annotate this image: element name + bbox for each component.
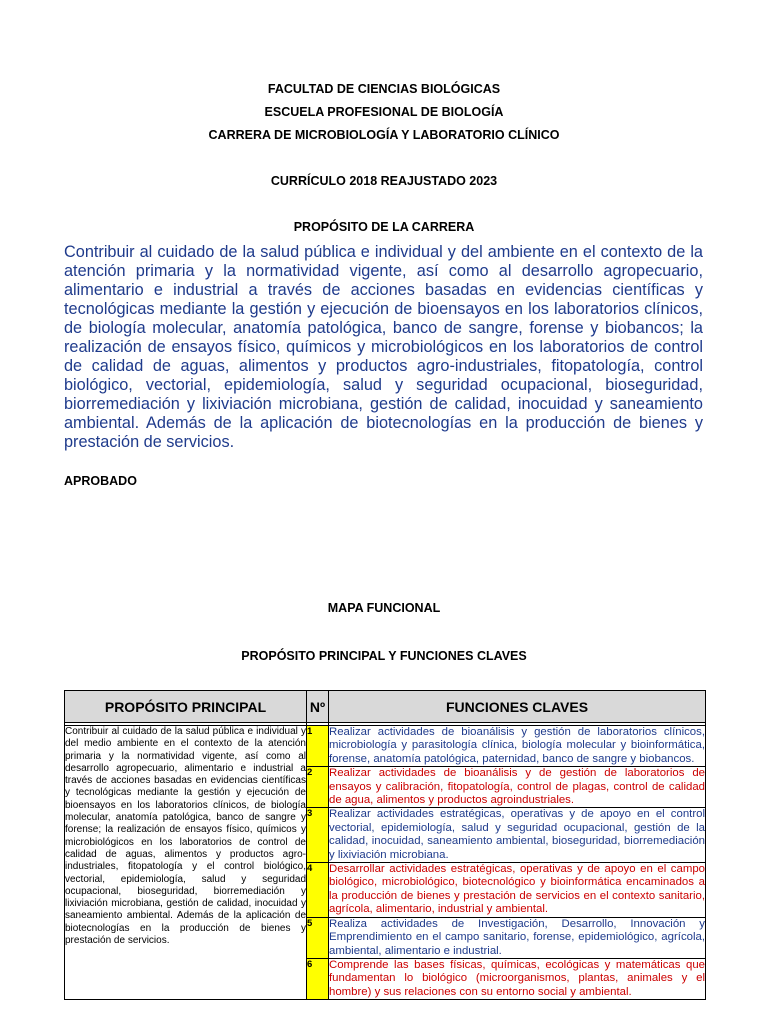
function-text: Desarrollar actividades estratégicas, operativas y de apoyo en el campo biológico, microbiológico, biotecnológico y bioinformática encaminados a la producción de bienes y prestación de servicios en el contexto sanitario, agrícola, alimentario, industrial y ambiental. bbox=[329, 863, 705, 916]
functional-map-subtitle: PROPÓSITO PRINCIPAL Y FUNCIONES CLAVES bbox=[241, 649, 527, 663]
function-text: Realizar actividades de bioanálisis y gestión de laboratorios clínicos, microbiología y parasitología clínica, biología molecular y bioinformática, forense, anatomía patológica, paternidad, banco de sangre y biobancos. bbox=[329, 726, 705, 765]
function-text: Realiza actividades de Investigación, Desarrollo, Innovación y Emprendimiento en el campo sanitario, forense, epidemiológico, agrícola, ambiental, alimentario e industrial. bbox=[329, 917, 705, 957]
function-text: Comprende las bases físicas, químicas, ecológicas y matemáticas que fundamentan lo biológico (microorganismos, plantas, animales y el hombre) y sus relaciones con su entorno social y ambiental. bbox=[329, 958, 705, 998]
key-functions-header: FUNCIONES CLAVES bbox=[329, 691, 706, 723]
function-number: 6 bbox=[307, 958, 329, 999]
school-title: ESCUELA PROFESIONAL DE BIOLOGÍA bbox=[264, 105, 504, 119]
table-header-row bbox=[65, 691, 706, 723]
career-title: CARRERA DE MICROBIOLOGÍA Y LABORATORIO CLÍNICO bbox=[208, 128, 560, 142]
function-number: 5 bbox=[307, 917, 329, 958]
main-purpose-header: PROPÓSITO PRINCIPAL bbox=[65, 691, 307, 723]
purpose-heading: PROPÓSITO DE LA CARRERA bbox=[293, 220, 475, 234]
curriculum-title: CURRÍCULO 2018 REAJUSTADO 2023 bbox=[270, 174, 498, 188]
function-number: 2 bbox=[307, 767, 329, 808]
main-purpose-cell: Contribuir al cuidado de la salud pública e individual y del medio ambiente en el contexto de la atención primaria y la normatividad vigente, así como al desarrollo agropecuario, alimentario e industrial a través de acciones basadas en evidencias científicas y tecnológicas mediante la gestión y ejecución de bioensayos en los laboratorios clínicos, de biología molecular, anatomía patológica, banco de sangre y forense; la realización de ensayos físico, químicos y microbiológicos en los laboratorios de control de calidad de aguas, alimentos y productos agro-industriales, fitopatología y el control biológico, vectorial, epidemiología, salud y seguridad ocupacional, bioseguridad, biorremediación y lixiviación microbiana, gestión de calidad, inocuidad y saneamiento ambiental. Además de la aplicación de biotecnologías en la producción de bienes y prestación de servicios. bbox=[65, 726, 307, 1000]
approved-label: APROBADO bbox=[64, 474, 137, 488]
faculty-title: FACULTAD DE CIENCIAS BIOLÓGICAS bbox=[267, 82, 501, 96]
function-number: 3 bbox=[307, 808, 329, 863]
function-number: 1 bbox=[307, 726, 329, 767]
function-text: Realizar actividades de bioanálisis y de gestión de laboratorios de ensayos y calibración, fitopatología, control de plagas, control de calidad de agua, alimentos y productos agroindustriales. bbox=[329, 767, 705, 807]
function-number: 4 bbox=[307, 863, 329, 918]
function-text: Realizar actividades estratégicas, operativas y de apoyo en el control vectorial, epidemiología, salud y seguridad ocupacional, gestión de la calidad, inocuidad, saneamiento ambiental, bioseguridad, biorremediación y lixiviación microbiana. bbox=[329, 808, 705, 861]
functional-map-title: MAPA FUNCIONAL bbox=[327, 601, 441, 615]
career-purpose-paragraph: Contribuir al cuidado de la salud pública e individual y del ambiente en el contexto de la atención primaria y la normatividad vigente, así como al desarrollo agropecuario, alimentario e industrial a través de acciones basadas en evidencias científicas y tecnológicas mediante la gestión y ejecución de bioensayos en los laboratorios clínicos, de biología molecular, anatomía patológica, banco de sangre, forense y biobancos; la realización de ensayos físico, químicos y microbiológicos en los laboratorios de control de calidad de aguas, alimentos y productos agro-industriales, fitopatología, control biológico, vectorial, epidemiología, salud y seguridad ocupacional, bioseguridad, biorremediación y lixiviación microbiana, gestión de calidad, inocuidad y saneamiento ambiental. Además de la aplicación de biotecnologías en la producción de bienes y prestación de servicios. bbox=[64, 243, 703, 451]
number-header: Nº bbox=[307, 691, 329, 723]
functional-map-table bbox=[64, 690, 706, 1000]
table-row bbox=[65, 726, 706, 767]
